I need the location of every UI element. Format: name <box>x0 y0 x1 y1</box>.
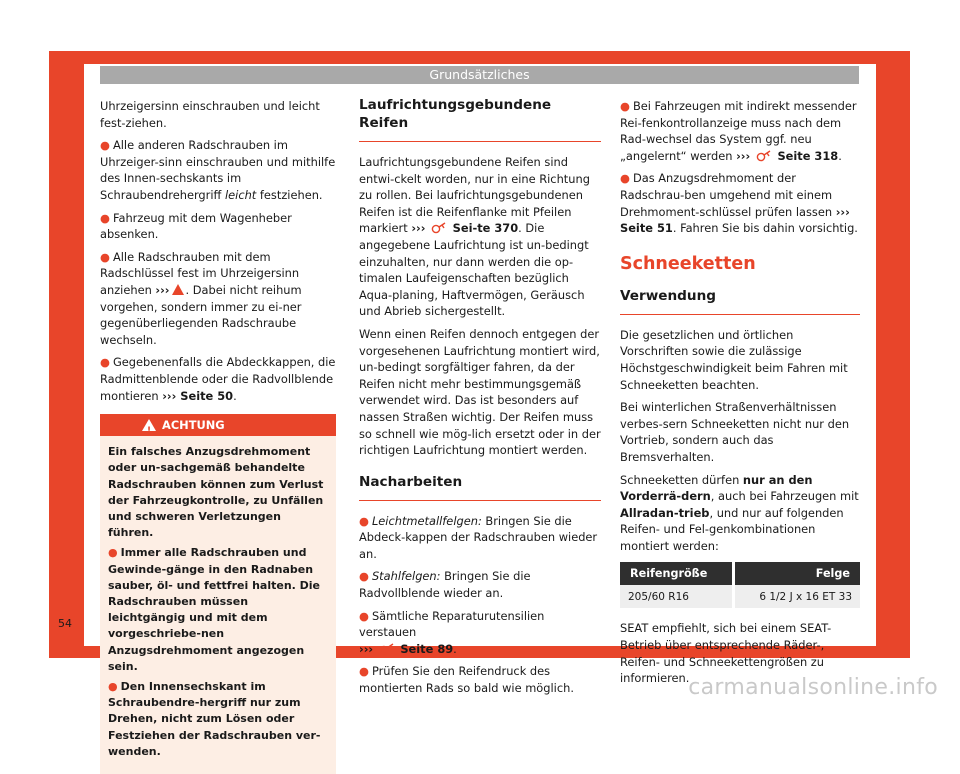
table-cell: 6 1/2 J x 16 ET 33 <box>733 585 860 608</box>
warning-box <box>100 414 336 774</box>
watermark-text: carmanualsonline.info <box>688 675 938 700</box>
warning-title: ACHTUNG <box>162 418 225 433</box>
paragraph: Wenn einen Reifen dennoch entgegen der vorgesehenen Laufrichtung montiert wird, un-bedingt sorgfältiger fahren, da der Reifen nicht mehr bestimmungsgemäß verwendet wird. Das ist besonders auf nassen Straßen wichtig. Der Reifen muss so schnell wie mög-lich ersetzt oder in der richtigen Laufrichtung montiert werden. <box>359 326 601 458</box>
paragraph: SEAT empfiehlt, sich bei einem SEAT-Betrieb über entsprechende Räder-, Reifen- und Schneekettengrößen zu informieren. <box>620 621 832 686</box>
page-reference-link[interactable]: Seite 89 <box>400 641 454 656</box>
wrench-icon[interactable] <box>756 150 772 162</box>
paragraph: Uhrzeigersinn einschrauben und leicht fest-ziehen. <box>100 99 320 130</box>
list-item: ● Alle Radschrauben mit dem Radschlüssel fest im Uhrzeigersinn anziehen ››› . Dabei nicht reihum vorgehen, sondern immer zu ei-ner gegenüberliegenden Radschraube wechseln. <box>100 249 302 347</box>
list-item: ● Sämtliche Reparaturutensilien verstauen ››› Seite 89. <box>359 608 545 656</box>
warning-item: ● Immer alle Radschrauben und Gewinde-gänge in den Radnaben sauber, öl- und fettfrei halten. Die Radschrauben müssen leichtgängig und mit dem vorgeschriebe-nen Anzugsdrehmoment angezogen sein. <box>108 546 321 673</box>
page-number: 54 <box>58 617 72 630</box>
section-heading: Nacharbeiten <box>359 473 601 501</box>
list-item: ● Gegebenenfalls die Abdeckkappen, die Radmittenblende oder die Radvollblende montieren ››› Seite 50. <box>100 355 336 403</box>
list-item: ● Bei Fahrzeugen mit indirekt messender Rei-fenkontrollanzeige muss nach dem Rad-wechsel das System ggf. neu „angelernt“ werden ››› Seite 318. <box>620 99 857 163</box>
paragraph: Die gesetzlichen und örtlichen Vorschriften sowie die zulässige Höchstgeschwindigkeit beim Fahren mit Schneeketten beachten. <box>620 327 848 392</box>
page-reference-link[interactable]: Seite 318 <box>777 148 839 163</box>
warning-body <box>100 436 336 774</box>
table-header-row <box>620 562 860 585</box>
warning-header <box>100 414 336 436</box>
list-item: ● Das Anzugsdrehmoment der Radschrau-ben umgehend mit einem Drehmoment-schlüssel prüfen lassen ››› Seite 51. Fahren Sie bis dahin vorsichtig. <box>620 171 858 236</box>
page-header <box>100 66 859 84</box>
wrench-icon[interactable] <box>379 643 395 655</box>
paragraph: Laufrichtungsgebundene Reifen sind entwi-ckelt worden, nur in eine Richtung zu rollen. Bei laufrichtungsgebundenen Reifen ist die Reifenflanke mit Pfeilen markiert ››› Sei-te 370. Die angegebene Laufrichtung ist un-bedingt einzuhalten, nur dann werden die op-timalen Laufeigenschaften bezüglich Aqua-planing, Haftvermögen, Geräusch und Abrieb sichergestellt. <box>359 155 590 319</box>
warning-item: ● Den Innensechskant im Schraubendre-hergriff nur zum Drehen, nicht zum Lösen oder Festziehen der Radschrauben ver-wenden. <box>108 679 321 758</box>
paragraph: Schneeketten dürfen nur an den Vorderrä-dern, auch bei Fahrzeugen mit Allradan-trieb, und nur auf folgenden Reifen- und Fel-genkombinationen montiert werden: <box>620 472 859 553</box>
list-item: ● Prüfen Sie den Reifendruck des montierten Rads so bald wie möglich. <box>359 664 574 696</box>
list-item: ● Stahlfelgen: Bringen Sie die Radvollblende wieder an. <box>359 569 531 601</box>
warning-intro: Ein falsches Anzugsdrehmoment oder un-sachgemäß behandelte Radschrauben können zum Verlust der Fahrzeugkontrolle, zu Unfällen und schweren Verletzungen führen. <box>108 445 324 540</box>
column-right <box>620 98 860 693</box>
table-cell: 205/60 R16 <box>620 585 733 608</box>
wrench-icon[interactable] <box>431 222 447 234</box>
paragraph: Bei winterlichen Straßenverhältnissen verbes-sern Schneeketten nicht nur den Vortrieb, sondern auch das Bremsverhalten. <box>620 400 850 464</box>
page-header-title: Grundsätzliches <box>429 67 530 82</box>
column-left <box>100 98 336 774</box>
list-item: ● Alle anderen Radschrauben im Uhrzeiger-sinn einschrauben und mithilfe des Innen-sechskants im Schraubendrehergriff leicht festziehen. <box>100 138 336 202</box>
section-heading: Laufrichtungsgebundene Reifen <box>359 96 601 142</box>
tire-table <box>620 562 860 608</box>
column-middle <box>359 96 601 703</box>
list-item: ● Leichtmetallfelgen: Bringen Sie die Abdeck-kappen der Radschrauben wieder an. <box>359 513 598 561</box>
table-header-cell: Reifengröße <box>620 562 733 585</box>
section-heading: Verwendung <box>620 287 860 315</box>
page-reference-link[interactable]: ››› Seite 50 <box>162 388 234 403</box>
list-item: ● Fahrzeug mit dem Wagenheber absenken. <box>100 210 292 242</box>
chapter-heading: Schneeketten <box>620 253 756 274</box>
table-header-cell: Felge <box>733 562 860 585</box>
page-reference-link[interactable]: Sei-te 370 <box>452 221 519 236</box>
page-reference-link[interactable]: ››› Seite 51 <box>620 204 850 236</box>
warning-triangle-icon <box>142 419 156 431</box>
warning-triangle-icon[interactable] <box>172 284 184 295</box>
table-row <box>620 585 860 608</box>
